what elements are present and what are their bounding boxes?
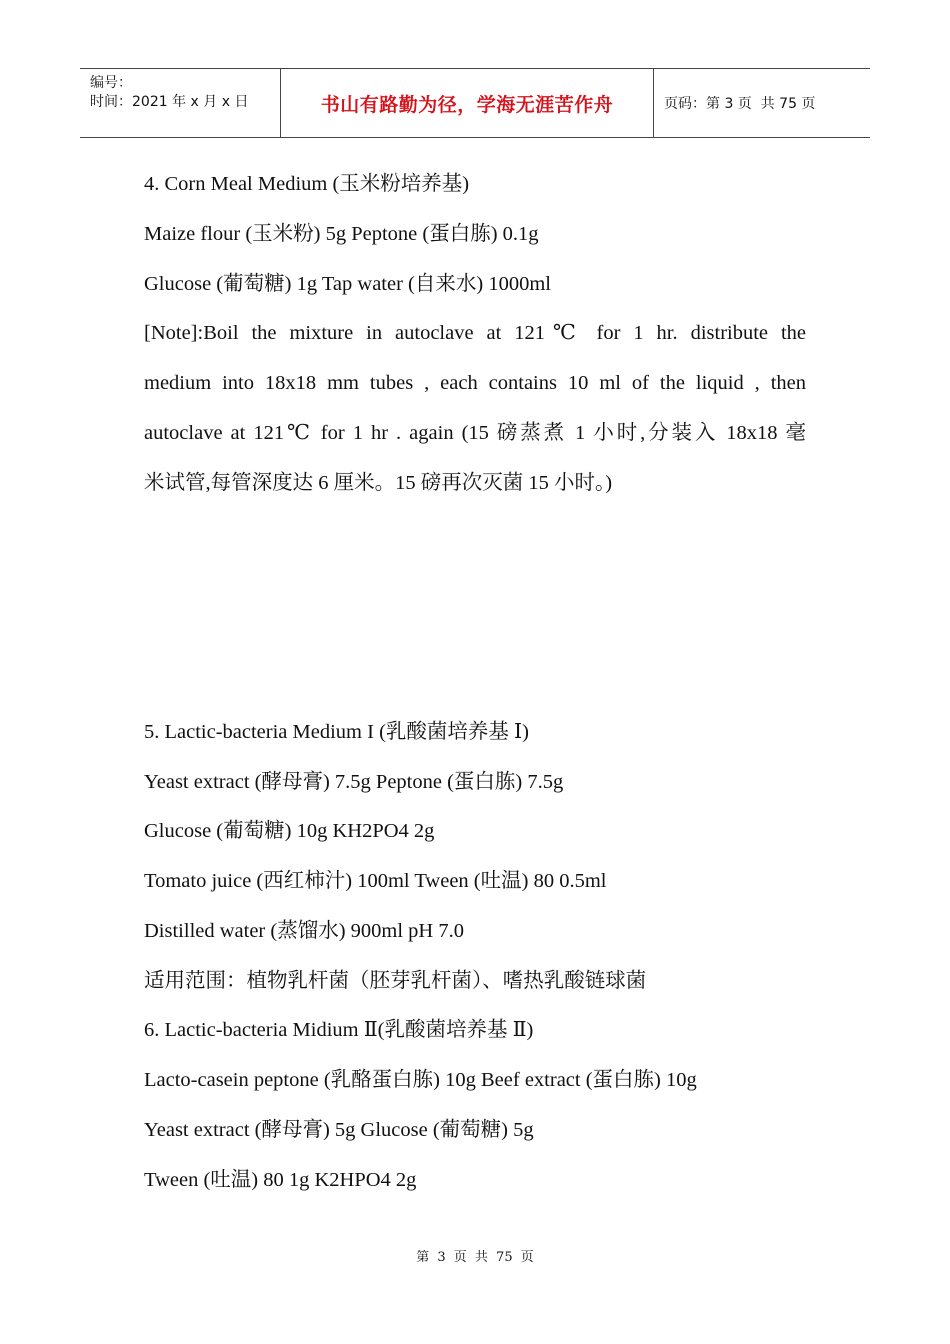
header-motto-cell [281,69,654,137]
text-line: Tween (吐温) 80 1g K2HPO4 2g [144,1169,417,1191]
section-heading-lactic-ii: 6. Lactic-bacteria Midium Ⅱ(乳酸菌培养基 Ⅱ) [144,1019,534,1041]
section-heading-corn-meal: 4. Corn Meal Medium (玉米粉培养基) [144,173,470,195]
text-line: Tomato juice (西红柿汁) 100ml Tween (吐温) 80 0.5ml [144,870,607,892]
text-line: Glucose (葡萄糖) 1g Tap water (自来水) 1000ml [144,273,551,295]
note-line: autoclave at 121℃ for 1 hr . again (15 磅蒸煮 1 小时,分装入 18x18 毫 [144,422,806,444]
note-line: medium into 18x18 mm tubes , each contains 10 ml of the liquid , then [144,372,806,394]
text-line: Yeast extract (酵母膏) 7.5g Peptone (蛋白胨) 7.5g [144,771,564,793]
header-page-info: 页码：第 3 页 共 75 页 [664,96,816,112]
text-line: Distilled water (蒸馏水) 900ml pH 7.0 [144,920,464,942]
text-line: Lacto-casein peptone (乳酪蛋白胨) 10g Beef extract (蛋白胨) 10g [144,1069,697,1091]
text-line: 适用范围：植物乳杆菌（胚芽乳杆菌）、嗜热乳酸链球菌 [144,970,647,992]
note-line: 米试管,每管深度达 6 厘米。15 磅再次灭菌 15 小时。) [144,472,613,494]
text-line: Maize flour (玉米粉) 5g Peptone (蛋白胨) 0.1g [144,223,539,245]
text-line: Yeast extract (酵母膏) 5g Glucose (葡萄糖) 5g [144,1119,534,1141]
text-line: Glucose (葡萄糖) 10g KH2PO4 2g [144,820,435,842]
document-number-label: 编号： [90,75,132,91]
header-motto: 书山有路勤为径，学海无涯苦作舟 [320,93,614,116]
section-heading-lactic-i: 5. Lactic-bacteria Medium I (乳酸菌培养基 Ⅰ) [144,721,529,743]
note-line: [Note]:Boil the mixture in autoclave at 121℃ for 1 hr. distribute the [144,322,806,344]
document-date: 时间：2021 年 x 月 x 日 [90,94,249,110]
header-meta [80,69,281,137]
page-header [80,68,870,138]
page-footer: 第 3 页 共 75 页 [416,1250,534,1265]
